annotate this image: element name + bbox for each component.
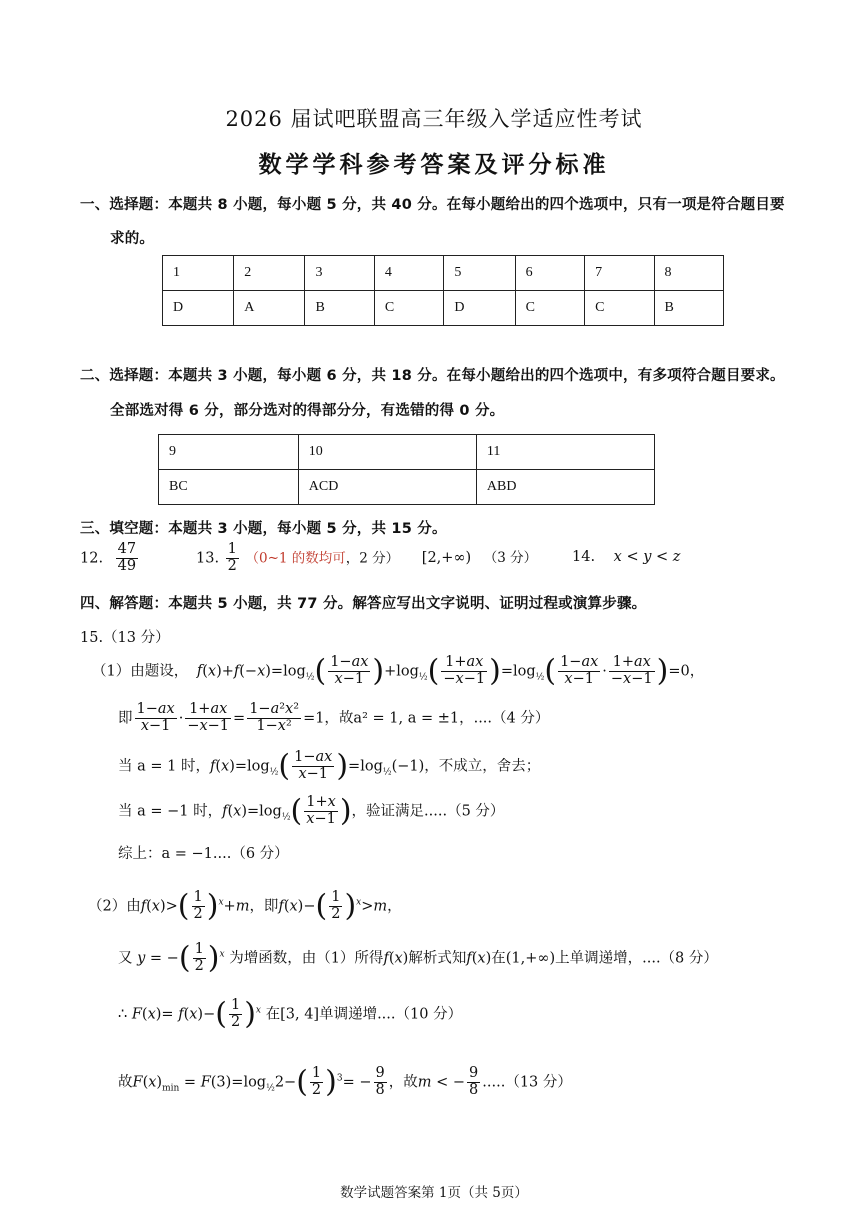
answer-14: 14. x < y < z <box>572 549 681 565</box>
table-row <box>159 470 655 505</box>
problem-15-label: 15.（13 分） <box>80 630 170 646</box>
solution-line: 当 a = −1 时，$f(x)=\log_{\frac{1}{2}}$( $\frac{1+x}{x-1}$ )，验证满足.....（5 分） <box>118 793 505 829</box>
document-subtitle: 数学学科参考答案及评分标准 <box>258 151 610 178</box>
table-row <box>163 291 724 326</box>
answer-table-1 <box>162 255 724 326</box>
table-cell: 11 <box>476 435 654 470</box>
table-cell: 3 <box>305 256 374 291</box>
table-cell: 1 <box>163 256 234 291</box>
table-cell: C <box>515 291 584 326</box>
table-cell: 2 <box>234 256 305 291</box>
exam-title: 2026 届试吧联盟高三年级入学适应性考试 <box>225 107 643 131</box>
table-row <box>159 435 655 470</box>
solution-line: 综上：a = −1....（6 分） <box>118 846 289 862</box>
table-row <box>163 256 724 291</box>
table-cell: ABD <box>476 470 654 505</box>
section-2-heading-cont: 全部选对得 6 分，部分选对的得部分分，有选错的得 0 分。 <box>110 403 505 419</box>
table-cell: 10 <box>298 435 476 470</box>
table-cell: ACD <box>298 470 476 505</box>
solution-line: ∴ F(x)= f(x)−( $\frac{1}{2}$ )$^x$ 在[3, 4]单调递增....（10 分） <box>118 996 463 1032</box>
table-cell: 9 <box>159 435 299 470</box>
table-cell: 8 <box>654 256 723 291</box>
answer-13: 13. $\frac{1}{2}$ （0~1 的数均可，2 分） [2,+∞) （3 分） <box>196 541 538 574</box>
table-cell: C <box>585 291 654 326</box>
section-1-heading-cont: 求的。 <box>110 231 155 247</box>
table-cell: A <box>234 291 305 326</box>
solution-line: 当 a = 1 时，$f(x)=\log_{\frac{1}{2}}$( $\frac{1-ax}{x-1}$ )$=\log_{\frac{1}{2}}(-1)$，不成立，舍去； <box>118 748 541 784</box>
section-3-heading: 三、填空题：本题共 3 小题，每小题 5 分，共 15 分。 <box>80 521 447 537</box>
table-cell: D <box>444 291 515 326</box>
answer-12: 12. $\frac{47}{49}$ <box>80 541 137 574</box>
solution-line: 故$F(x)_{min} = F(3)=\log_{\frac{1}{2}}2-$( $\frac{1}{2}$ )$^3$= − $\frac{9}{8}$ ，故m < − $\frac{9}{8}$ .....（13 分） <box>118 1064 572 1100</box>
table-cell: D <box>163 291 234 326</box>
answer-table-2 <box>158 434 655 505</box>
page-footer: 数学试题答案第 1页（共 5页） <box>340 1185 528 1201</box>
table-cell: C <box>374 291 443 326</box>
solution-line: 即 $\frac{1-ax}{x-1}$ · $\frac{1+ax}{-x-1}$ = $\frac{\text{1−a²x²}}{\text{1−x²}}$ =1，故a² = 1, a = ±1，....（4 分） <box>118 701 550 734</box>
table-cell: B <box>305 291 374 326</box>
table-cell: 5 <box>444 256 515 291</box>
solution-line: （2）由f(x)>( $\frac{1}{2}$ )$^x$+m，即f(x)−( $\frac{1}{2}$ )$^x$>m， <box>88 888 402 924</box>
table-cell: BC <box>159 470 299 505</box>
table-cell: 4 <box>374 256 443 291</box>
solution-line: （1）由题设， $f(x)+f(-x)=\log_{\frac{1}{2}}$( $\frac{1-ax}{x-1}$ )$+\log_{\frac{1}{2}}$( $\frac{1+ax}{-x-1}$ )$=\log_{\frac{1}{2}}$( $\frac{1-ax}{x-1}$ · $\frac{1+ax}{-x-1}$ )=0， <box>92 653 705 689</box>
table-cell: B <box>654 291 723 326</box>
solution-line: 又 y = −( $\frac{1}{2}$ )$^x$ 为增函数，由（1）所得f(x)解析式知f(x)在(1,+∞)上单调递增，....（8 分） <box>118 940 718 976</box>
section-4-heading: 四、解答题：本题共 5 小题，共 77 分。解答应写出文字说明、证明过程或演算步骤。 <box>80 596 647 612</box>
section-1-heading: 一、选择题：本题共 8 小题，每小题 5 分，共 40 分。在每小题给出的四个选项中，只有一项是符合题目要 <box>80 197 785 213</box>
table-cell: 6 <box>515 256 584 291</box>
table-cell: 7 <box>585 256 654 291</box>
section-2-heading: 二、选择题：本题共 3 小题，每小题 6 分，共 18 分。在每小题给出的四个选项中，有多项符合题目要求。 <box>80 368 785 384</box>
